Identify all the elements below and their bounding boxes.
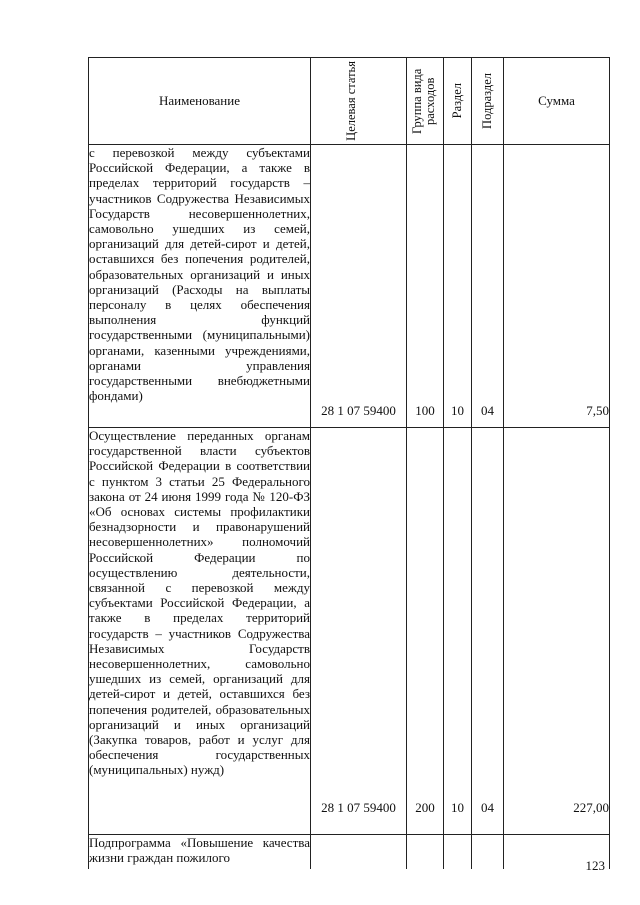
header-sum: [504, 58, 610, 145]
header-group: [407, 58, 444, 145]
row-section: [444, 835, 472, 869]
row-section: 10: [444, 428, 472, 835]
header-name-label: Наименование: [159, 93, 240, 108]
table-row: [89, 145, 610, 428]
header-section-label: Раздел: [450, 83, 464, 119]
row-sum: 7,50: [504, 145, 610, 428]
row-subsection: 04: [472, 145, 504, 428]
table-row: [89, 428, 610, 835]
row-name: Подпрограмма «Повышение качества жизни граждан пожилого: [89, 835, 311, 869]
row-name: с перевозкой между субъектами Российской Федерации, а также в пределах территорий государств – участников Содружества Независимых Государств несовершеннолетних, самовольно ушедших из семей, организаций для детей-сирот и детей, оставшихся без попечения родителей, образовательных организаций и иных организаций (Расходы на выплаты персоналу в целях обеспечения выполнения функций государственными (муниципальными) органами, казенными учреждениями, органами управления государственными внебюджетными фондами): [89, 145, 311, 428]
budget-table: [88, 57, 610, 869]
row-subsection: [472, 835, 504, 869]
row-name: Осуществление переданных органам государственной власти субъектов Российской Федерации в соответствии с пунктом 3 статьи 25 Федерального закона от 24 июня 1999 года № 120-ФЗ «Об основах системы профилактики безнадзорности и правонарушений несовершеннолетних» полномочий Российской Федерации по осуществлению деятельности, связанной с перевозкой между субъектами Российской Федерации, а также в пределах территорий государств – участников Содружества Независимых Государств несовершеннолетних, самовольно ушедших из семей, организаций для детей-сирот и детей, оставшихся без попечения родителей, образовательных организаций и иных организаций (Закупка товаров, работ и услуг для обеспечения государственных (муниципальных) нужд): [89, 428, 311, 835]
header-subsection: [472, 58, 504, 145]
row-group: [407, 835, 444, 869]
header-target: [311, 58, 407, 145]
row-group: 200: [407, 428, 444, 835]
row-group: 100: [407, 145, 444, 428]
row-target: 28 1 07 59400: [311, 145, 407, 428]
header-subsection-label: Подраздел: [480, 73, 494, 129]
header-group-label: Группа вида расходов: [410, 68, 437, 134]
header-sum-label: Сумма: [538, 93, 575, 108]
header-section: [444, 58, 472, 145]
row-sum: 227,00: [504, 428, 610, 835]
row-subsection: 04: [472, 428, 504, 835]
row-section: 10: [444, 145, 472, 428]
row-target: 28 1 07 59400: [311, 428, 407, 835]
page-number: 123: [585, 858, 605, 873]
table-row: [89, 835, 610, 869]
table-header-row: [89, 58, 610, 145]
row-target: [311, 835, 407, 869]
header-target-label: Целевая статья: [343, 61, 358, 141]
header-name: [89, 58, 311, 145]
